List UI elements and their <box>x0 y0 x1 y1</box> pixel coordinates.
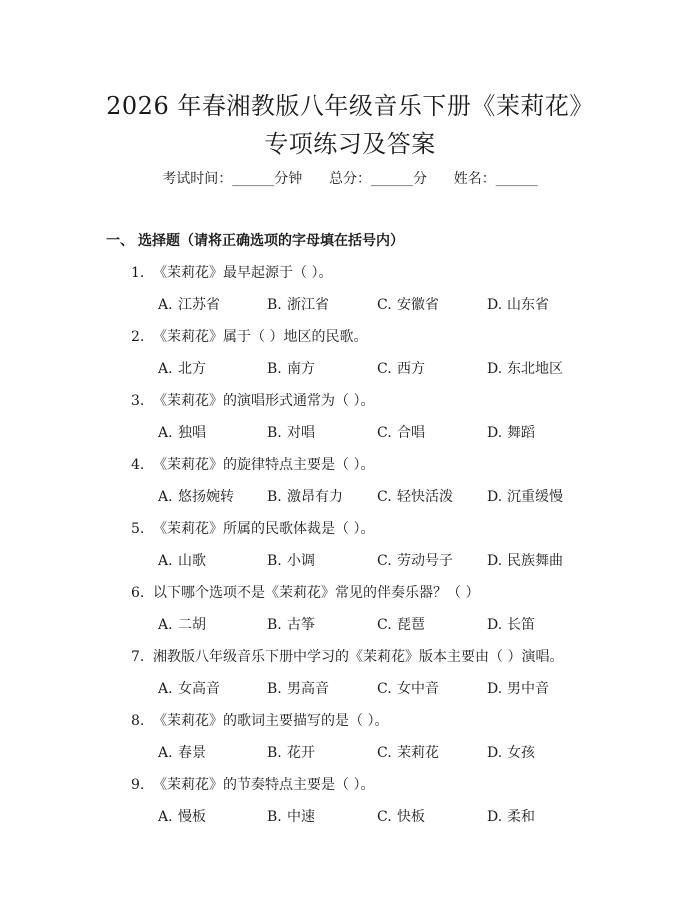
option-letter: B. <box>267 617 282 633</box>
option-d <box>487 422 535 442</box>
option-a <box>158 422 206 442</box>
question-number: 2. <box>131 329 145 345</box>
question-number: 5. <box>131 521 145 537</box>
option-text: 女孩 <box>507 745 535 761</box>
option-text: 二胡 <box>178 617 206 633</box>
option-a <box>158 678 220 698</box>
option-text: 对唱 <box>287 425 315 441</box>
option-text: 男中音 <box>507 681 549 697</box>
option-a <box>158 742 206 762</box>
option-text: 山歌 <box>178 553 206 569</box>
option-c <box>377 294 439 314</box>
option-letter: B. <box>267 745 282 761</box>
option-letter: D. <box>487 489 503 505</box>
option-b <box>267 486 343 506</box>
question-text: 《茉莉花》的旋律特点主要是（ ）。 <box>153 457 375 473</box>
question-text: 湘教版八年级音乐下册中学习的《茉莉花》版本主要由（ ）演唱。 <box>153 649 564 665</box>
option-letter: C. <box>377 361 392 377</box>
question-number: 3. <box>131 393 145 409</box>
option-text: 南方 <box>287 361 315 377</box>
option-d <box>487 614 535 634</box>
option-text: 劳动号子 <box>397 553 453 569</box>
option-text: 长笛 <box>507 617 535 633</box>
option-d <box>487 806 535 826</box>
option-letter: A. <box>158 745 173 761</box>
question-text: 《茉莉花》的演唱形式通常为（ ）。 <box>153 393 375 409</box>
option-c <box>377 486 453 506</box>
question-5 <box>131 518 374 538</box>
option-text: 慢板 <box>178 809 206 825</box>
option-text: 悠扬婉转 <box>178 489 234 505</box>
option-letter: B. <box>267 681 282 697</box>
question-number: 8. <box>131 713 145 729</box>
option-d <box>487 486 563 506</box>
option-text: 中速 <box>287 809 315 825</box>
option-b <box>267 422 315 442</box>
option-letter: B. <box>267 489 282 505</box>
option-text: 琵琶 <box>397 617 425 633</box>
option-letter: B. <box>267 297 282 313</box>
option-text: 小调 <box>287 553 315 569</box>
option-text: 快板 <box>397 809 425 825</box>
question-number: 7. <box>131 649 145 665</box>
question-number: 4. <box>131 457 145 473</box>
option-a <box>158 294 220 314</box>
option-b <box>267 806 315 826</box>
option-text: 沉重缓慢 <box>507 489 563 505</box>
option-letter: C. <box>377 489 392 505</box>
question-6 <box>131 582 479 602</box>
option-letter: A. <box>158 681 173 697</box>
section-number: 一、 <box>106 233 134 249</box>
option-text: 独唱 <box>178 425 206 441</box>
option-text: 花开 <box>287 745 315 761</box>
option-text: 男高音 <box>287 681 329 697</box>
question-3 <box>131 390 374 410</box>
option-letter: C. <box>377 617 392 633</box>
question-8 <box>131 710 388 730</box>
question-7 <box>131 646 563 666</box>
option-letter: B. <box>267 361 282 377</box>
option-text: 安徽省 <box>397 297 439 313</box>
option-d <box>487 294 549 314</box>
option-text: 合唱 <box>397 425 425 441</box>
question-text: 《茉莉花》的歌词主要描写的是（ ）。 <box>153 713 389 729</box>
question-text: 《茉莉花》最早起源于（ ）。 <box>153 265 333 281</box>
option-letter: C. <box>377 809 392 825</box>
question-number: 1. <box>131 265 145 281</box>
option-a <box>158 614 206 634</box>
option-c <box>377 742 439 762</box>
section-heading <box>106 230 404 250</box>
option-b <box>267 614 315 634</box>
option-letter: A. <box>158 617 173 633</box>
question-2 <box>131 326 367 346</box>
option-text: 西方 <box>397 361 425 377</box>
option-d <box>487 742 535 762</box>
option-text: 舞蹈 <box>507 425 535 441</box>
question-1 <box>131 262 332 282</box>
option-letter: C. <box>377 425 392 441</box>
option-d <box>487 678 549 698</box>
option-text: 江苏省 <box>178 297 220 313</box>
option-text: 山东省 <box>507 297 549 313</box>
option-b <box>267 550 315 570</box>
option-a <box>158 550 206 570</box>
option-letter: C. <box>377 297 392 313</box>
question-text: 《茉莉花》的节奏特点主要是（ ）。 <box>153 777 375 793</box>
option-letter: A. <box>158 553 173 569</box>
option-letter: D. <box>487 553 503 569</box>
option-letter: D. <box>487 425 503 441</box>
title-line-1: 2026 年春湘教版八年级音乐下册《茉莉花》 <box>106 92 594 120</box>
option-letter: D. <box>487 297 503 313</box>
question-text: 以下哪个选项不是《茉莉花》常见的伴奏乐器？（ ） <box>153 585 480 601</box>
question-text: 《茉莉花》属于（ ）地区的民歌。 <box>153 329 368 345</box>
option-c <box>377 422 425 442</box>
option-letter: A. <box>158 297 173 313</box>
option-c <box>377 358 425 378</box>
question-4 <box>131 454 374 474</box>
question-text: 《茉莉花》所属的民歌体裁是（ ）。 <box>153 521 375 537</box>
option-text: 茉莉花 <box>397 745 439 761</box>
option-c <box>377 806 425 826</box>
option-letter: A. <box>158 809 173 825</box>
option-a <box>158 806 206 826</box>
option-a <box>158 486 234 506</box>
option-text: 北方 <box>178 361 206 377</box>
option-d <box>487 358 563 378</box>
option-letter: A. <box>158 361 173 377</box>
option-text: 女中音 <box>397 681 439 697</box>
option-text: 古筝 <box>287 617 315 633</box>
option-text: 民族舞曲 <box>507 553 563 569</box>
option-b <box>267 294 329 314</box>
option-letter: C. <box>377 681 392 697</box>
title-line-2: 专项练习及答案 <box>264 130 436 158</box>
option-text: 女高音 <box>178 681 220 697</box>
option-c <box>377 550 453 570</box>
option-letter: A. <box>158 489 173 505</box>
option-a <box>158 358 206 378</box>
option-d <box>487 550 563 570</box>
option-c <box>377 614 425 634</box>
option-letter: D. <box>487 745 503 761</box>
question-number: 9. <box>131 777 145 793</box>
section-title: 选择题（请将正确选项的字母填在括号内） <box>138 233 404 249</box>
option-letter: A. <box>158 425 173 441</box>
option-text: 轻快活泼 <box>397 489 453 505</box>
option-text: 春景 <box>178 745 206 761</box>
option-letter: D. <box>487 617 503 633</box>
option-text: 柔和 <box>507 809 535 825</box>
option-text: 东北地区 <box>507 361 563 377</box>
option-c <box>377 678 439 698</box>
option-letter: C. <box>377 553 392 569</box>
option-letter: D. <box>487 681 503 697</box>
option-text: 浙江省 <box>287 297 329 313</box>
option-letter: B. <box>267 425 282 441</box>
option-b <box>267 742 315 762</box>
option-b <box>267 678 329 698</box>
option-letter: D. <box>487 809 503 825</box>
question-9 <box>131 774 374 794</box>
option-letter: B. <box>267 553 282 569</box>
option-letter: C. <box>377 745 392 761</box>
option-b <box>267 358 315 378</box>
option-letter: B. <box>267 809 282 825</box>
option-text: 激昂有力 <box>287 489 343 505</box>
exam-info: 考试时间：______分钟 总分：______分 姓名：______ <box>162 171 538 187</box>
option-letter: D. <box>487 361 503 377</box>
question-number: 6. <box>131 585 145 601</box>
